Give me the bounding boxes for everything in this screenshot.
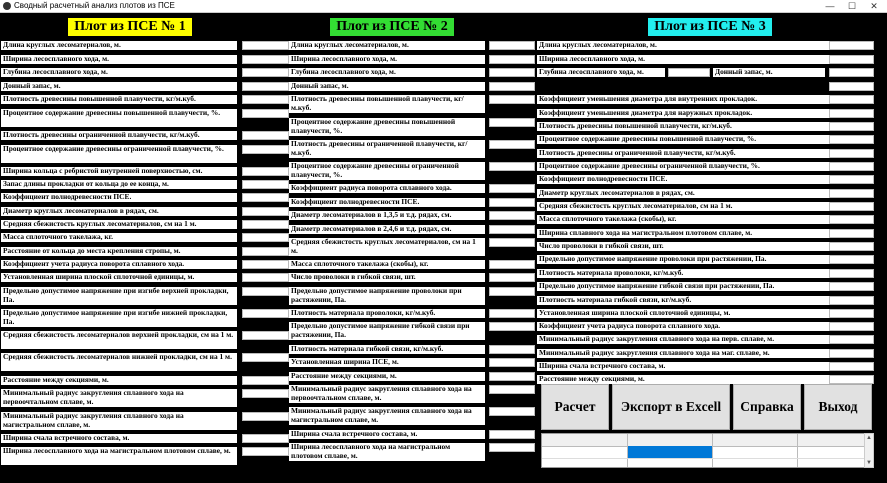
raft3-field-input[interactable] — [829, 175, 874, 184]
raft2-field-label: Плотность материала гибкой связи, кг/м.куб. — [289, 345, 485, 354]
raft2-field-input[interactable] — [489, 309, 535, 318]
raft2-field-input[interactable] — [489, 287, 535, 296]
raft2-field-input[interactable] — [489, 184, 535, 193]
raft2-field-label: Ширина счала встречного состава, м. — [289, 430, 485, 439]
raft1-field-label: Процентное содержание древесины ограниченной плавучести, %. — [1, 145, 237, 163]
raft2-field-input[interactable] — [489, 407, 535, 416]
raft3-field-input[interactable] — [829, 109, 874, 118]
raft2-field-input[interactable] — [489, 225, 535, 234]
raft2-field-input[interactable] — [489, 140, 535, 149]
raft2-field-input[interactable] — [489, 345, 535, 354]
raft2-field-input[interactable] — [489, 118, 535, 127]
raft1-field-label: Ширина счала встречного состава, м. — [1, 434, 237, 443]
raft2-field-input[interactable] — [489, 41, 535, 50]
raft3-field-label: Ширина лесосплавного хода, м. — [537, 55, 829, 64]
title-bar — [0, 0, 887, 13]
raft2-field-label: Средняя сбежистость круглых лесоматериалов, см на 1 м. — [289, 238, 485, 256]
raft3-field-input[interactable] — [829, 282, 874, 291]
raft3-field-input[interactable] — [829, 309, 874, 318]
raft2-field-input[interactable] — [489, 238, 535, 247]
raft2-field-label: Длина круглых лесоматериалов, м. — [289, 41, 485, 50]
raft3-field-label: Предельно допустимое напряжение проволоки при растяжении, Па. — [537, 255, 829, 264]
export-excel-button[interactable]: Экспорт в Excell — [612, 384, 730, 430]
window-title: Сводный расчетный анализ плотов из ПСЕ — [14, 1, 175, 10]
raft2-field-input[interactable] — [489, 211, 535, 220]
raft2-field-label: Предельно допустимое напряжение проволоки при растяжении, Па. — [289, 287, 485, 305]
raft3-field-label: Минимальный радиус закругления сплавного хода на маг. сплаве, м. — [537, 349, 829, 358]
raft1-field-input[interactable] — [242, 145, 289, 154]
raft2-field-input[interactable] — [489, 372, 535, 381]
raft1-field-input[interactable] — [242, 233, 289, 242]
raft1-field-label: Ширина лесосплавного хода, м. — [1, 55, 237, 64]
raft1-field-label: Процентное содержание древесины повышенной плавучести, %. — [1, 109, 237, 127]
raft2-field-input[interactable] — [489, 358, 535, 367]
raft3-field-label: Ширина счала встречного состава, м. — [537, 362, 829, 371]
grid-column-divider — [797, 434, 798, 467]
raft1-field-input[interactable] — [242, 447, 289, 456]
raft2-field-input[interactable] — [489, 260, 535, 269]
raft1-field-label: Плотность древесины ограниченной плавучести, кг/м.куб. — [1, 131, 237, 140]
raft1-field-input[interactable] — [242, 41, 289, 50]
raft2-field-input[interactable] — [489, 95, 535, 104]
close-button[interactable]: ✕ — [870, 1, 878, 11]
raft2-field-input[interactable] — [489, 385, 535, 394]
raft2-field-label: Ширина лесосплавного хода на магистральном плотовом сплаве, м. — [289, 443, 485, 461]
raft3-field-label: Процентное содержание древесины повышенной плавучести, %. — [537, 135, 829, 144]
raft1-field-label: Минимальный радиус закругления сплавного хода на магистральном сплаве, м. — [1, 412, 237, 430]
raft2-field-label: Плотность древесины повышенной плавучести, кг/м.куб. — [289, 95, 485, 113]
raft3-field-input[interactable] — [829, 82, 874, 91]
raft3-field-input[interactable] — [829, 149, 874, 158]
raft1-field-label: Ширина лесосплавного хода на магистральном плотовом сплаве, м. — [1, 447, 237, 465]
raft2-field-label: Диаметр лесоматериалов в 2,4,6 и т.д. рядах, см. — [289, 225, 485, 234]
raft2-field-label: Процентное содержание древесины ограниченной плавучести, %. — [289, 162, 485, 180]
raft2-field-label: Расстояние между секциями, м. — [289, 372, 485, 381]
raft1-field-input[interactable] — [242, 353, 289, 362]
scroll-up-icon[interactable]: ▲ — [866, 435, 872, 441]
scroll-down-icon[interactable]: ▼ — [866, 460, 872, 466]
raft3-field-label: Глубина лесосплавного хода, м. — [537, 68, 665, 77]
exit-button[interactable]: Выход — [804, 384, 872, 430]
raft1-field-input[interactable] — [242, 109, 289, 118]
raft1-field-input[interactable] — [242, 273, 289, 282]
raft2-field-label: Процентное содержание древесины повышенной плавучести, %. — [289, 118, 485, 136]
raft1-field-label: Расстояние от кольца до места крепления стропы, м. — [1, 247, 237, 256]
maximize-button[interactable]: ☐ — [847, 1, 857, 11]
raft3-field-label: Донный запас, м. — [713, 68, 825, 77]
raft3-field-input[interactable] — [668, 68, 710, 77]
raft1-field-label: Минимальный радиус закругления сплавного хода на первоочтальном сплаве, м. — [1, 389, 237, 407]
raft3-field-input[interactable] — [829, 162, 874, 171]
raft3-field-input[interactable] — [829, 215, 874, 224]
raft2-field-input[interactable] — [489, 273, 535, 282]
raft1-field-label: Донный запас, м. — [1, 82, 237, 91]
raft3-field-input[interactable] — [829, 55, 874, 64]
raft2-field-label: Глубина лесосплавного хода, м. — [289, 68, 485, 77]
raft1-field-label: Расстояние между секциями, м. — [1, 376, 237, 385]
raft1-field-input[interactable] — [242, 247, 289, 256]
help-button[interactable]: Справка — [733, 384, 801, 430]
raft1-field-label: Длина круглых лесоматериалов, м. — [1, 41, 237, 50]
raft1-field-input[interactable] — [242, 287, 289, 296]
raft2-field-input[interactable] — [489, 443, 535, 452]
raft3-field-input[interactable] — [829, 135, 874, 144]
raft1-field-input[interactable] — [242, 193, 289, 202]
raft2-field-label: Число проволоки в гибкой связи, шт. — [289, 273, 485, 282]
raft1-header: Плот из ПСЕ № 1 — [68, 18, 192, 36]
grid-row-divider — [542, 458, 873, 459]
raft1-field-input[interactable] — [242, 68, 289, 77]
raft1-field-label: Диаметр круглых лесоматериалов в рядах, см. — [1, 207, 237, 216]
raft3-header: Плот из ПСЕ № 3 — [648, 18, 772, 36]
raft3-field-input[interactable] — [829, 189, 874, 198]
raft1-field-input[interactable] — [242, 434, 289, 443]
raft1-field-label: Глубина лесосплавного хода, м. — [1, 68, 237, 77]
raft1-field-input[interactable] — [242, 220, 289, 229]
raft1-field-input[interactable] — [242, 95, 289, 104]
raft3-field-label: Установленная ширина плоской сплоточной единицы, м. — [537, 309, 829, 318]
raft1-field-input[interactable] — [242, 167, 289, 176]
raft1-field-input[interactable] — [242, 207, 289, 216]
raft3-field-label: Коэффициент учета радиуса поворота сплавного хода. — [537, 322, 829, 331]
raft3-field-label: Длина круглых лесоматериалов, м. — [537, 41, 829, 50]
raft2-field-label: Коэффициент полнодревесности ПСЕ. — [289, 198, 485, 207]
raft2-field-label: Минимальный радиус закругления сплавного хода на первоочтальном сплаве, м. — [289, 385, 485, 403]
raft1-field-input[interactable] — [242, 412, 289, 421]
raft3-field-label: Коэффициент уменьшения диаметра для наружных прокладок. — [537, 109, 829, 118]
raft3-field-input[interactable] — [829, 296, 874, 305]
raft3-field-input[interactable] — [829, 202, 874, 211]
raft3-field-input[interactable] — [829, 41, 874, 50]
raft1-field-label: Средняя сбежистость круглых лесоматериалов, см на 1 м. — [1, 220, 237, 229]
raft2-field-input[interactable] — [489, 322, 535, 331]
raft1-field-input[interactable] — [242, 131, 289, 140]
grid-selected-cell[interactable] — [628, 446, 712, 458]
raft1-field-input[interactable] — [242, 309, 289, 318]
raft2-field-label: Масса сплоточного такелажа (скобы), кг. — [289, 260, 485, 269]
raft2-field-input[interactable] — [489, 55, 535, 64]
raft3-field-label: Коэффициент уменьшения диаметра для внутренних прокладок. — [537, 95, 829, 104]
raft3-field-label: Средняя сбежистость круглых лесоматериалов, см на 1 м. — [537, 202, 829, 211]
raft1-field-input[interactable] — [242, 82, 289, 91]
raft2-field-label: Донный запас, м. — [289, 82, 485, 91]
raft3-field-label: Плотность материала проволоки, кг/м.куб. — [537, 269, 829, 278]
raft1-field-label: Плотность древесины повышенной плавучести, кг/м.куб. — [1, 95, 237, 104]
raft1-field-label: Коэффициент учета радиуса поворота сплавного хода. — [1, 260, 237, 269]
raft3-field-input[interactable] — [829, 255, 874, 264]
raft3-field-label: Диаметр круглых лесоматериалов в рядах, см. — [537, 189, 829, 198]
raft2-field-input[interactable] — [489, 68, 535, 77]
raft3-field-label: Плотность древесины повышенной плавучести, кг/м.куб. — [537, 122, 829, 131]
raft1-field-input[interactable] — [242, 260, 289, 269]
raft2-field-input[interactable] — [489, 198, 535, 207]
raft2-field-input[interactable] — [489, 162, 535, 171]
raft3-field-label: Расстояние между секциями, м. — [537, 375, 829, 384]
raft3-field-input[interactable] — [829, 335, 874, 344]
results-grid[interactable] — [541, 433, 874, 468]
app-icon — [3, 2, 11, 10]
raft2-field-label: Диаметр лесоматериалов в 1,3,5 и т.д. рядах, см. — [289, 211, 485, 220]
raft1-field-label: Установленная ширина плоской сплоточной единицы, м. — [1, 273, 237, 282]
raft1-field-input[interactable] — [242, 180, 289, 189]
raft1-field-label: Запас длины прокладки от кольца до ее конца, м. — [1, 180, 237, 189]
raft1-field-label: Средняя сбежистость лесоматериалов нижней прокладки, см на 1 м. — [1, 353, 237, 371]
raft2-header: Плот из ПСЕ № 2 — [330, 18, 454, 36]
raft3-field-input[interactable] — [829, 269, 874, 278]
raft2-field-input[interactable] — [489, 82, 535, 91]
raft3-field-label: Число проволоки в гибкой связи, шт. — [537, 242, 829, 251]
raft3-field-label: Предельно допустимое напряжение гибкой связи при растяжении, Па. — [537, 282, 829, 291]
raft3-field-input[interactable] — [829, 362, 874, 371]
grid-scrollbar[interactable] — [864, 433, 874, 468]
raft3-field-label: Плотность материала гибкой связи, кг/м.куб. — [537, 296, 829, 305]
raft3-field-input[interactable] — [829, 95, 874, 104]
raft2-field-label: Установленная ширина ПСЕ, м. — [289, 358, 485, 367]
minimize-button[interactable]: — — [825, 1, 835, 11]
raft3-field-label: Коэффициент полнодревесности ПСЕ. — [537, 175, 829, 184]
raft2-field-label: Ширина лесосплавного хода, м. — [289, 55, 485, 64]
raft1-field-label: Предельно допустимое напряжение при изгибе верхней прокладки, Па. — [1, 287, 237, 305]
raft1-field-label: Ширина кольца с ребристой внутренней поверхностью, см. — [1, 167, 237, 176]
raft1-field-input[interactable] — [242, 331, 289, 340]
raft3-field-input[interactable] — [829, 375, 874, 384]
raft2-field-input[interactable] — [489, 430, 535, 439]
grid-column-divider — [712, 434, 713, 467]
raft3-field-input[interactable] — [829, 229, 874, 238]
raft3-field-label: Ширина сплавного хода на магистральном плотовом сплаве, м. — [537, 229, 829, 238]
raft1-field-label: Предельно допустимое напряжение при изгибе нижней прокладки, Па. — [1, 309, 237, 327]
raft3-field-label: Плотность древесины ограниченной плавучести, кг/м.куб. — [537, 149, 829, 158]
raft2-field-label: Коэффициент радиуса поворота сплавного хода. — [289, 184, 485, 193]
raft3-field-input[interactable] — [829, 322, 874, 331]
raft2-field-label: Минимальный радиус закругления сплавного хода на магистральном сплаве, м. — [289, 407, 485, 425]
raft3-field-input[interactable] — [829, 68, 874, 77]
raft1-field-input[interactable] — [242, 55, 289, 64]
raft1-field-label: Коэффициент полнодревесности ПСЕ. — [1, 193, 237, 202]
raft3-field-label: Масса сплоточного такелажа (скобы), кг. — [537, 215, 829, 224]
raft1-field-label: Средняя сбежистость лесоматериалов верхней прокладки, см на 1 м. — [1, 331, 237, 349]
raft1-field-label: Масса сплоточного такелажа, кг. — [1, 233, 237, 242]
raft2-field-label: Плотность материала проволоки, кг/м.куб. — [289, 309, 485, 318]
raft3-field-input[interactable] — [829, 122, 874, 131]
raft1-field-input[interactable] — [242, 389, 289, 398]
raft1-field-input[interactable] — [242, 376, 289, 385]
raft3-field-label: Минимальный радиус закругления сплавного хода на перв. сплаве, м. — [537, 335, 829, 344]
raft3-field-input[interactable] — [829, 349, 874, 358]
raft3-field-label: Процентное содержание древесины ограниченной плавучести, %. — [537, 162, 829, 171]
raft2-field-label: Плотность древесины ограниченной плавучести, кг/м.куб. — [289, 140, 485, 158]
raft2-field-label: Предельно допустимое напряжение гибкой связи при растяжении, Па. — [289, 322, 485, 340]
raft3-field-input[interactable] — [829, 242, 874, 251]
calc-button[interactable]: Расчет — [541, 384, 609, 430]
